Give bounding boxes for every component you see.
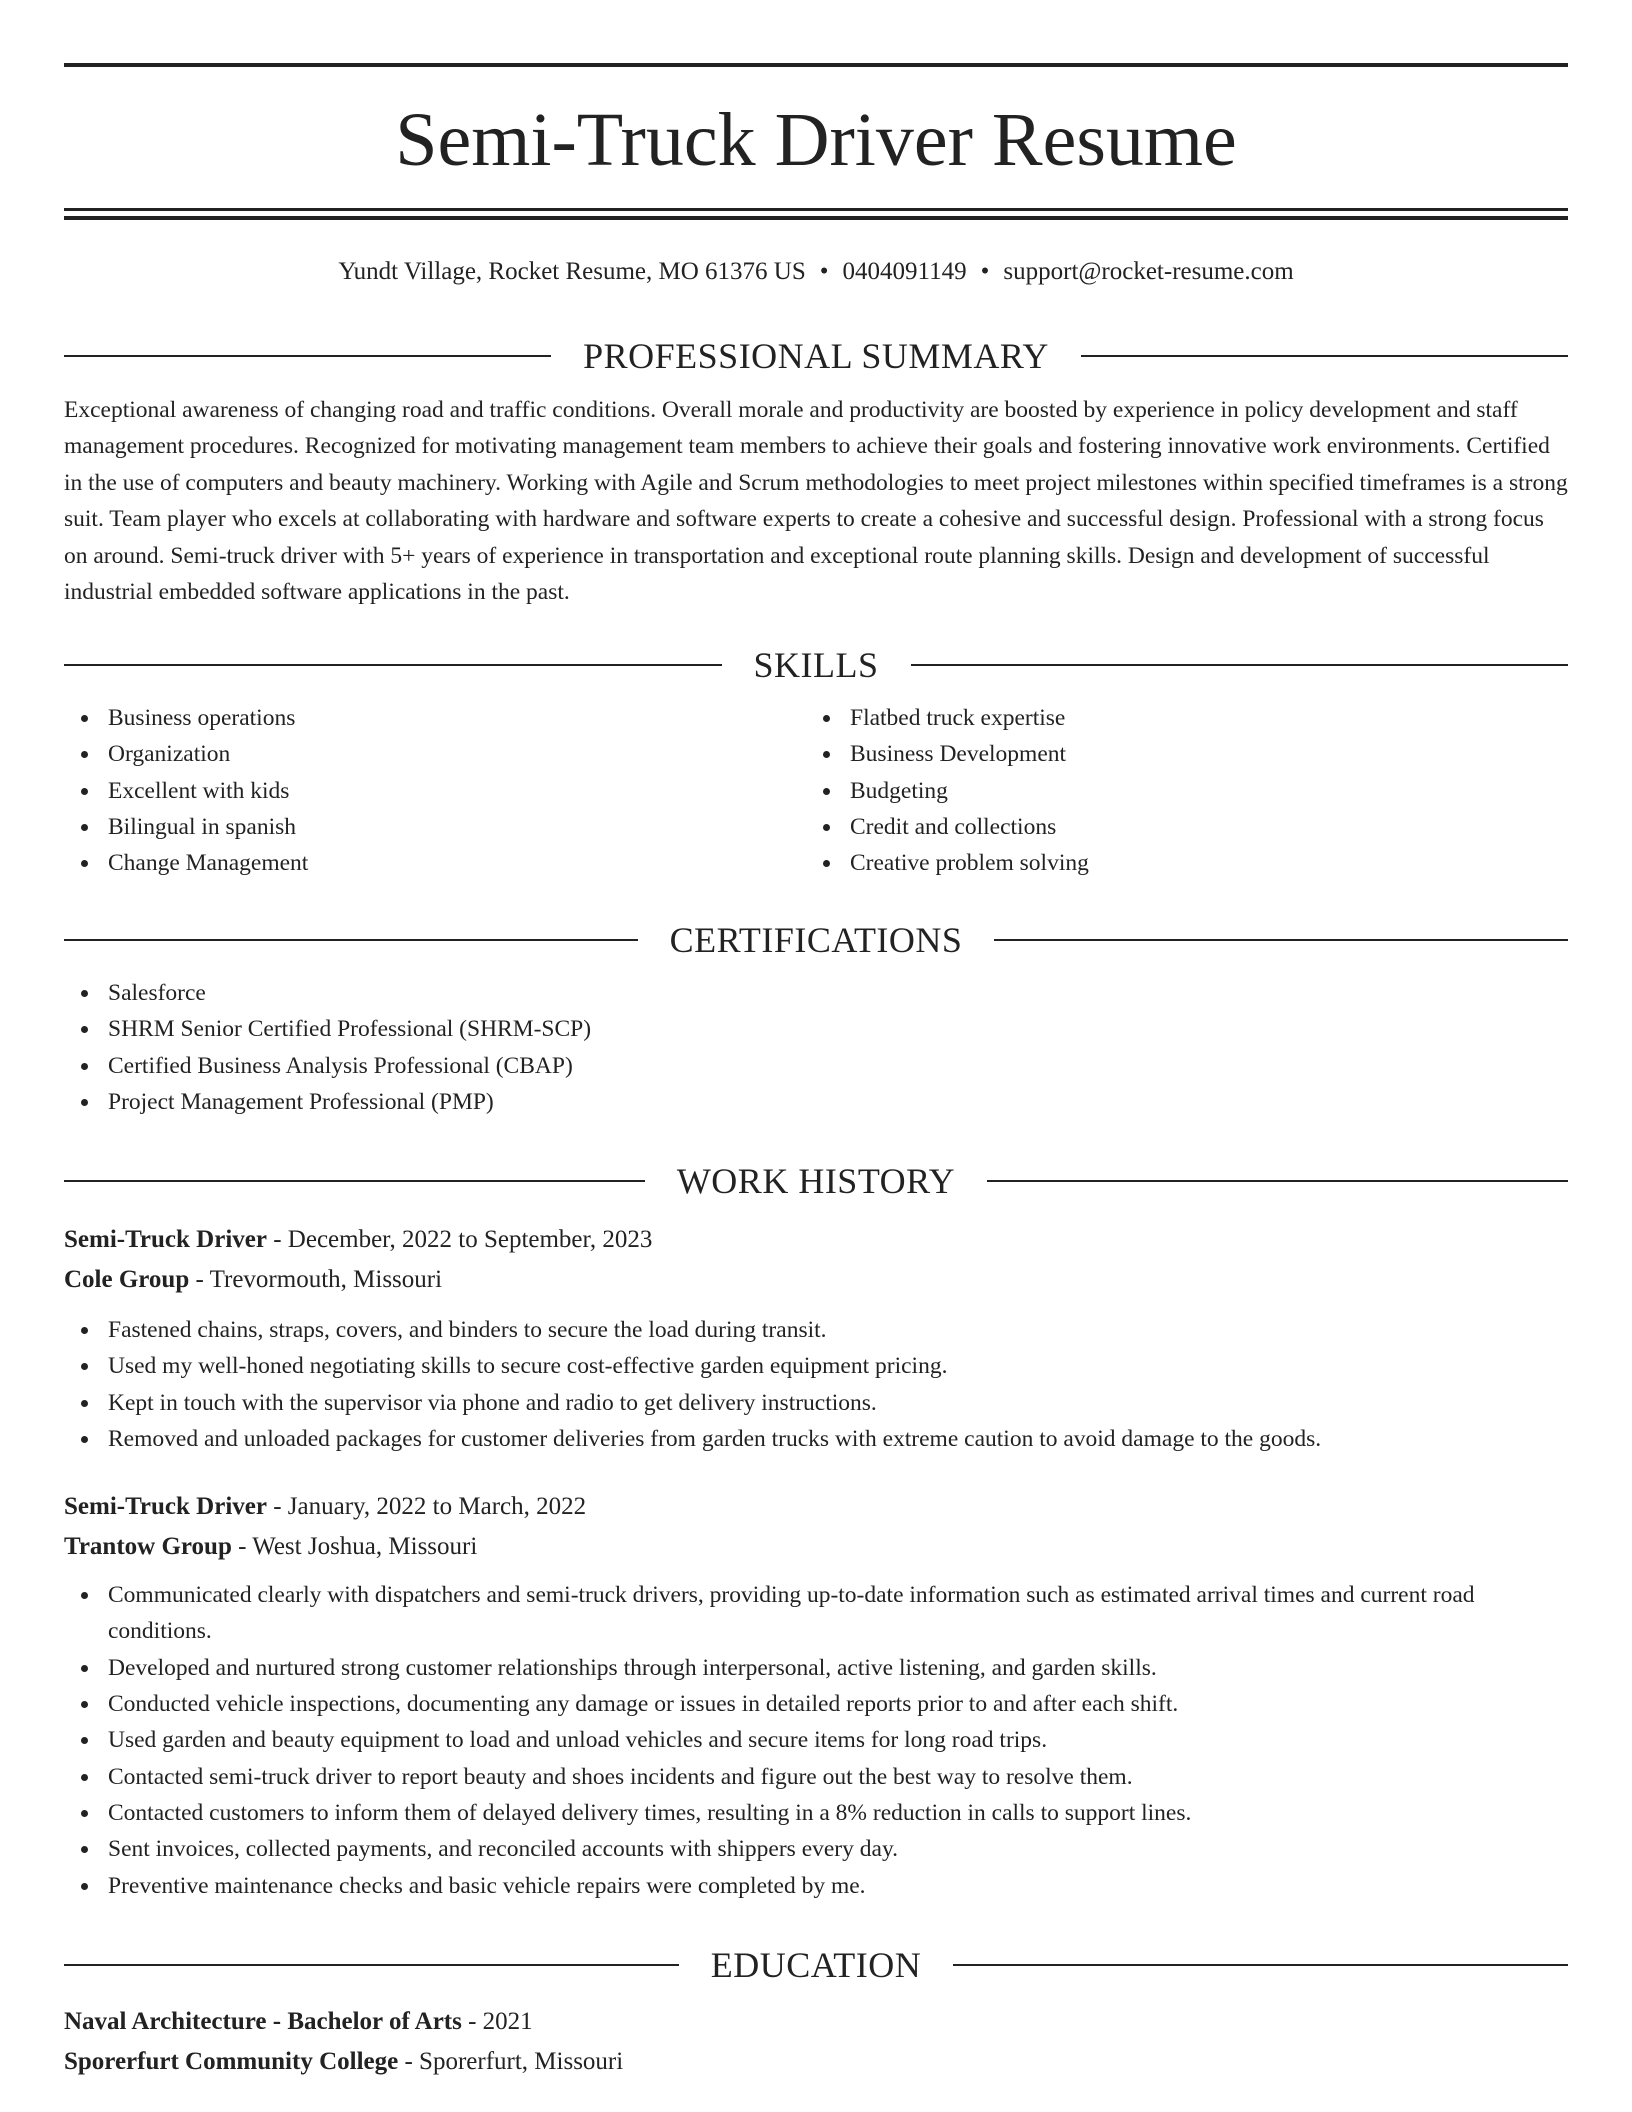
skill-item: Change Management xyxy=(64,845,806,881)
job-bullet: Contacted customers to inform them of delayed delivery times, resulting in a 8% reduction in calls to support lines. xyxy=(64,1795,1568,1831)
heading-rule xyxy=(1081,355,1568,357)
job-title: Semi-Truck Driver xyxy=(64,1493,267,1521)
heading-rule xyxy=(64,664,722,666)
job-bullet: Kept in touch with the supervisor via phone and radio to get delivery instructions. xyxy=(64,1385,1568,1421)
contact-address: Yundt Village, Rocket Resume, MO 61376 US xyxy=(338,258,806,285)
certification-item: Project Management Professional (PMP) xyxy=(64,1084,1568,1120)
job-bullet: Sent invoices, collected payments, and reconciled accounts with shippers every day. xyxy=(64,1831,1568,1867)
job-dates: - December, 2022 to September, 2023 xyxy=(266,1226,653,1253)
certifications-list xyxy=(64,975,1568,1120)
certification-item: Certified Business Analysis Professional (CBAP) xyxy=(64,1048,1568,1084)
job-bullet: Preventive maintenance checks and basic vehicle repairs were completed by me. xyxy=(64,1868,1568,1904)
skill-item: Credit and collections xyxy=(806,809,1548,845)
job-location: - West Joshua, Missouri xyxy=(231,1533,478,1561)
heading-rule xyxy=(64,1964,679,1966)
job-company-line xyxy=(64,1260,1568,1300)
section-title-work: WORK HISTORY xyxy=(676,1161,956,1201)
skills-list-left xyxy=(64,700,806,881)
job-bullet: Fastened chains, straps, covers, and binders to secure the load during transit. xyxy=(64,1312,1568,1348)
skill-item: Flatbed truck expertise xyxy=(806,700,1548,736)
job-company-line xyxy=(64,1527,1568,1567)
heading-rule xyxy=(64,355,551,357)
skill-item: Business operations xyxy=(64,700,806,736)
heading-rule xyxy=(64,939,638,941)
heading-rule xyxy=(911,664,1569,666)
job-bullet: Used my well-honed negotiating skills to secure cost-effective garden equipment pricing. xyxy=(64,1348,1568,1384)
section-heading xyxy=(64,640,1568,690)
skill-item: Budgeting xyxy=(806,773,1548,809)
skill-item: Bilingual in spanish xyxy=(64,809,806,845)
section-heading xyxy=(64,1156,1568,1206)
section-title-certifications: CERTIFICATIONS xyxy=(669,920,963,960)
heading-rule xyxy=(64,1180,645,1182)
job-company: Cole Group xyxy=(64,1266,190,1293)
job-title-line xyxy=(64,1220,1568,1260)
section-certifications xyxy=(64,915,1568,1120)
contact-phone: 0404091149 xyxy=(842,258,967,285)
skill-item: Creative problem solving xyxy=(806,845,1548,881)
job-title: Semi-Truck Driver xyxy=(64,1226,267,1253)
education-school-line xyxy=(64,2042,1568,2082)
job-bullet: Used garden and beauty equipment to load and unload vehicles and secure items for long road trips. xyxy=(64,1722,1568,1758)
heading-rule xyxy=(987,1180,1568,1182)
job-title-line xyxy=(64,1487,1568,1527)
job-bullets xyxy=(64,1312,1568,1457)
resume-title: Semi-Truck Driver Resume xyxy=(395,98,1237,182)
section-title-education: EDUCATION xyxy=(710,1945,922,1985)
job-entry xyxy=(64,1487,1568,1904)
job-bullet: Removed and unloaded packages for customer deliveries from garden trucks with extreme caution to avoid damage to the goods. xyxy=(64,1421,1568,1457)
heading-rule xyxy=(994,939,1568,941)
job-company: Trantow Group xyxy=(64,1533,232,1561)
section-skills xyxy=(64,640,1568,881)
certification-item: SHRM Senior Certified Professional (SHRM-SCP) xyxy=(64,1011,1568,1047)
section-heading xyxy=(64,1940,1568,1990)
contact-separator: • xyxy=(980,258,990,285)
education-degree-line xyxy=(64,2002,1568,2042)
job-dates: - January, 2022 to March, 2022 xyxy=(266,1493,587,1521)
contact-separator: • xyxy=(819,258,829,285)
job-bullet: Developed and nurtured strong customer relationships through interpersonal, active listening, and garden skills. xyxy=(64,1650,1568,1686)
section-education xyxy=(64,1940,1568,2082)
section-title-skills: SKILLS xyxy=(753,645,879,685)
title-double-rule xyxy=(64,208,1568,220)
summary-text: Exceptional awareness of changing road and traffic conditions. Overall morale and productivity are boosted by experience in policy development and staff management procedures. Recognized for motivating management team members to achieve their goals and fostering innovative work environments. Certified in the use of computers and beauty machinery. Working with Agile and Scrum methodologies to meet project milestones within specified timeframes is a strong suit. Team player who excels at collaborating with hardware and software experts to create a cohesive and successful design. Professional with a strong focus on around. Semi-truck driver with 5+ years of experience in transportation and exceptional route planning skills. Design and development of successful industrial embedded software applications in the past. xyxy=(64,397,1568,606)
section-heading xyxy=(64,915,1568,965)
job-location: - Trevormouth, Missouri xyxy=(189,1266,443,1293)
top-rule xyxy=(64,63,1568,67)
section-title-summary: PROFESSIONAL SUMMARY xyxy=(583,336,1049,376)
section-heading xyxy=(64,331,1568,381)
education-year: - 2021 xyxy=(461,2008,533,2035)
skill-item: Business Development xyxy=(806,736,1548,772)
skill-item: Excellent with kids xyxy=(64,773,806,809)
education-degree: Naval Architecture - Bachelor of Arts xyxy=(64,2008,462,2035)
contact-email[interactable]: support@rocket-resume.com xyxy=(1003,258,1294,285)
job-bullet: Communicated clearly with dispatchers and semi-truck drivers, providing up-to-date information such as estimated arrival times and current road conditions. xyxy=(64,1577,1568,1650)
skills-list-right xyxy=(806,700,1548,881)
education-location: - Sporerfurt, Missouri xyxy=(398,2048,624,2075)
section-work-history xyxy=(64,1156,1568,1904)
job-bullet: Contacted semi-truck driver to report beauty and shoes incidents and figure out the best way to resolve them. xyxy=(64,1759,1568,1795)
education-school: Sporerfurt Community College xyxy=(64,2048,399,2075)
job-bullets xyxy=(64,1577,1568,1904)
section-summary xyxy=(64,331,1568,610)
job-entry xyxy=(64,1220,1568,1457)
certification-item: Salesforce xyxy=(64,975,1568,1011)
education-entry xyxy=(64,2002,1568,2082)
skill-item: Organization xyxy=(64,736,806,772)
job-bullet: Conducted vehicle inspections, documenting any damage or issues in detailed reports prior to and after each shift. xyxy=(64,1686,1568,1722)
skills-columns xyxy=(64,700,1568,881)
contact-line xyxy=(64,254,1568,290)
heading-rule xyxy=(953,1964,1568,1966)
